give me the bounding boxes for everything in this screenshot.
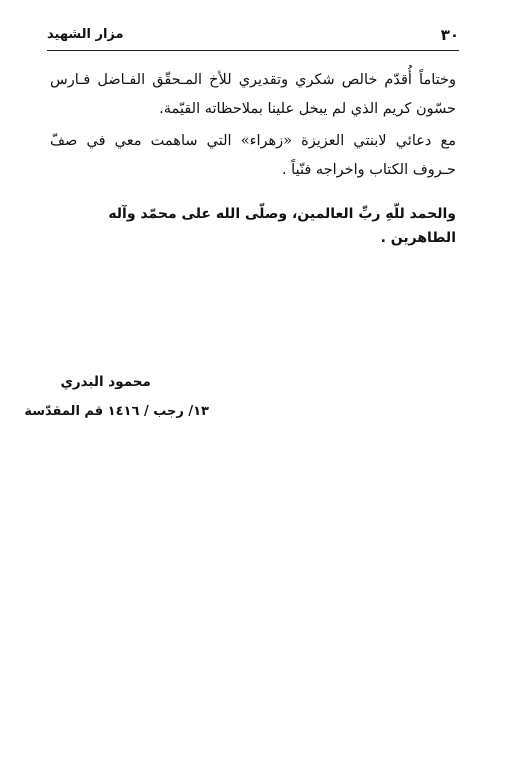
author-name: محمود البدري (60, 374, 151, 390)
body-text (50, 66, 456, 185)
page-header (47, 26, 459, 48)
acknowledgement-paragraph: وختاماً أُقدّم خالص شكري وتقديري للأخ المـحقّق الفـاضل فـارس حسّون كريم الذي لم يبخل علينا بملاحظاته القيّمة. (50, 72, 456, 117)
closing-prayer: والحمد للّهِ ربِّ العالمين، وصلّى الله على محمّد وآله الطاهرين . (108, 206, 456, 246)
signature-block (24, 370, 209, 424)
running-title: مزار الشهيد (47, 27, 124, 42)
header-divider (47, 50, 459, 51)
dedication-paragraph: مع دعائي لابنتي العزيزة «زهراء» التي ساهمت معي في صفّ حـروف الكتاب واخراجه فنّياً . (50, 133, 456, 178)
page-number: ٣٠ (440, 26, 459, 44)
date-place: ١٣/ رجب / ١٤١٦ قم المقدّسة (24, 404, 209, 419)
